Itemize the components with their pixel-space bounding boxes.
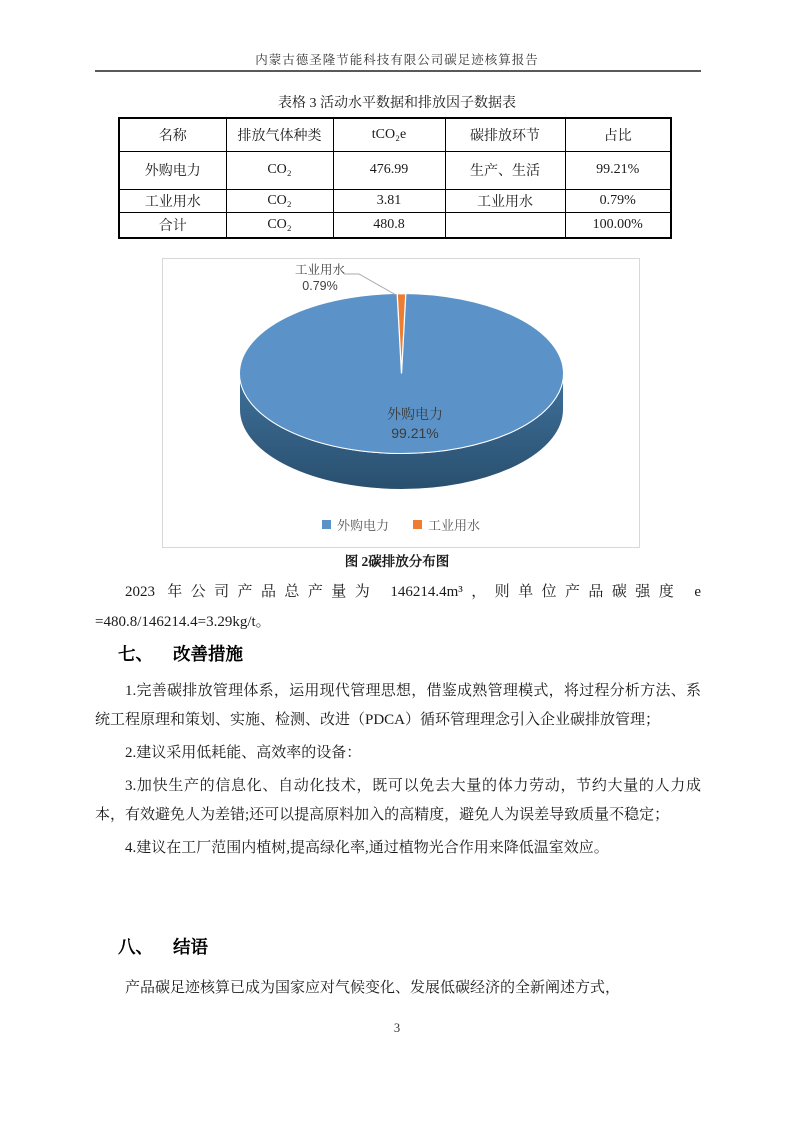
cell-tco2e: 476.99	[333, 151, 445, 189]
intro-paragraph	[95, 577, 701, 637]
page-number: 3	[393, 1021, 401, 1035]
slice-label-electricity-name: 外购电力	[387, 406, 443, 422]
cell-stage: 工业用水	[445, 189, 565, 212]
table-row	[119, 151, 671, 189]
table-caption: 表格 3 活动水平数据和排放因子数据表	[278, 96, 516, 111]
measure-item-3: 3.加快生产的信息化、自动化技术，既可以免去大量的体力劳动，节约大量的人力成本，有效避免人为差错;还可以提高原料加入的高精度，避免人为误差导致质量不稳定；	[95, 778, 701, 823]
header-divider	[95, 70, 701, 72]
slice-label-water-value: 0.79%	[302, 279, 338, 293]
chart-legend	[163, 515, 639, 534]
measure-item-4: 4.建议在工厂范围内植树,提高绿化率,通过植物光合作用来降低温室效应。	[125, 840, 609, 856]
cell-share: 99.21%	[565, 151, 671, 189]
cell-share: 100.00%	[565, 212, 671, 238]
page-header-title: 内蒙古德圣隆节能科技有限公司碳足迹核算报告	[255, 53, 539, 67]
slice-label-water-name: 工业用水	[294, 263, 345, 277]
section8-heading	[118, 934, 208, 959]
cell-stage	[445, 212, 565, 238]
section8-number: 八、	[118, 937, 153, 957]
cell-gas: CO₂	[226, 189, 333, 212]
intro-line-2: =480.8/146214.4=3.29kg/t。	[95, 614, 271, 630]
cell-share: 0.79%	[565, 189, 671, 212]
slice-label-electricity-value: 99.21%	[391, 425, 439, 441]
table-total-row	[119, 212, 671, 238]
cell-gas: CO₂	[226, 212, 333, 238]
col-header-share: 占比	[565, 118, 671, 151]
measure-item-1: 1.完善碳排放管理体系，运用现代管理思想，借鉴成熟管理模式，将过程分析方法、系统工程原理和策划、实施、检测、改进（PDCA）循环管理理念引入企业碳排放管理；	[95, 683, 701, 728]
cell-name: 合计	[119, 212, 226, 238]
pie-chart-figure	[162, 258, 640, 548]
section7-body	[95, 677, 701, 867]
measure-item-2: 2.建议采用低耗能、高效率的设备：	[125, 745, 362, 761]
cell-tco2e: 480.8	[333, 212, 445, 238]
slice-label-electricity	[353, 405, 477, 443]
col-header-gas-type: 排放气体种类	[226, 118, 333, 151]
section7-number: 七、	[118, 644, 153, 664]
section8-title: 结语	[173, 937, 208, 957]
cell-name: 外购电力	[119, 151, 226, 189]
cell-gas: CO₂	[226, 151, 333, 189]
legend-item-electricity	[322, 515, 389, 534]
slice-label-water	[268, 262, 372, 294]
cell-name: 工业用水	[119, 189, 226, 212]
emission-data-table	[118, 117, 672, 239]
col-header-name: 名称	[119, 118, 226, 151]
table-header-row	[119, 118, 671, 151]
col-header-tco2e: tCO₂e	[333, 118, 445, 151]
legend-swatch-electricity-icon	[322, 520, 331, 529]
table-row	[119, 189, 671, 212]
section7-heading	[118, 641, 243, 666]
legend-swatch-water-icon	[413, 520, 422, 529]
section8-paragraph: 产品碳足迹核算已成为国家应对气候变化、发展低碳经济的全新阐述方式，	[125, 980, 621, 996]
cell-stage: 生产、生活	[445, 151, 565, 189]
pie-chart	[163, 259, 641, 549]
cell-tco2e: 3.81	[333, 189, 445, 212]
col-header-stage: 碳排放环节	[445, 118, 565, 151]
legend-label-water: 工业用水	[428, 518, 481, 533]
intro-line-1: 2023 年公司产品总产量为 146214.4m³，则单位产品碳强度 e	[125, 584, 701, 600]
figure-caption: 图 2碳排放分布图	[344, 554, 450, 569]
legend-item-water	[413, 515, 480, 534]
legend-label-electricity: 外购电力	[336, 518, 389, 533]
section7-title: 改善措施	[173, 644, 243, 664]
